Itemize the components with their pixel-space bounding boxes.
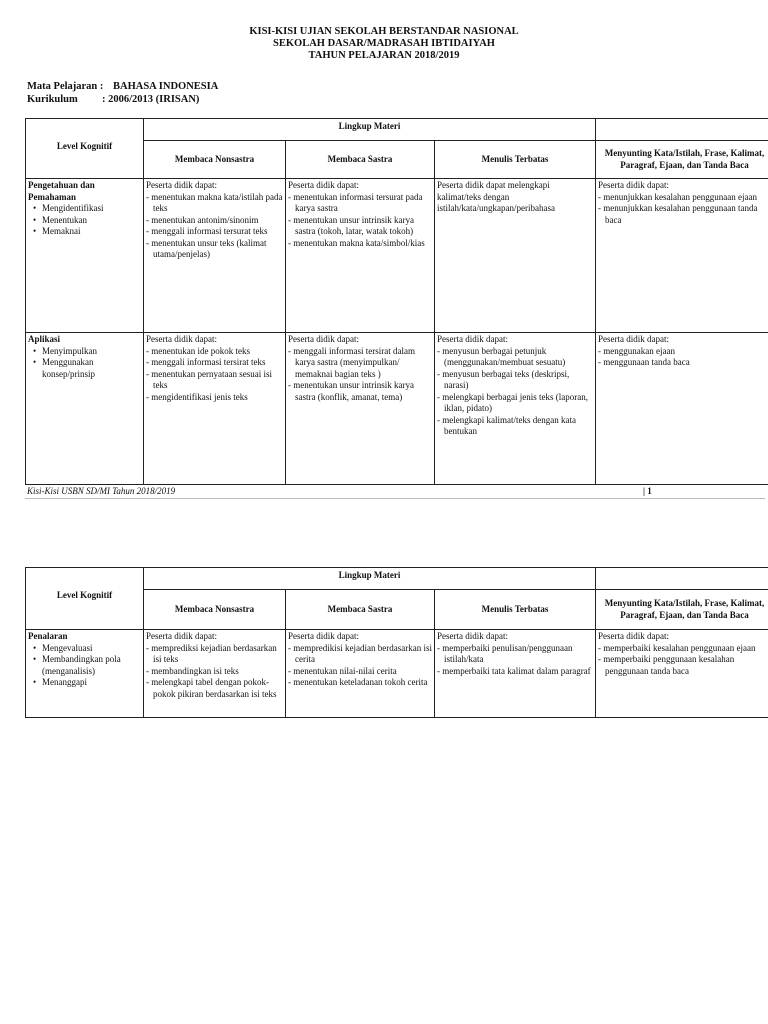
list-item: - memperbaiki penulisan/penggunaan istilah/kata — [437, 642, 573, 664]
cell-intro: Peserta didik dapat: — [288, 180, 359, 190]
bullet-item: • Memaknai — [42, 226, 141, 238]
bullet-item: • Menggunakan konsep/prinsip — [42, 357, 141, 380]
header-level-kognitif: Level Kognitif — [26, 568, 144, 630]
level-bullets — [28, 643, 141, 689]
cell-menyunting — [596, 630, 768, 718]
list-item: - menentukan unsur teks (kalimat utama/penjelas) — [146, 237, 267, 259]
kisi-table-2 — [25, 567, 768, 718]
header-membaca-sastra: Membaca Sastra — [286, 590, 435, 630]
list-item: - melengkapi kalimat/teks dengan kata bentukan — [437, 414, 576, 436]
header-membaca-sastra: Membaca Sastra — [286, 141, 435, 179]
cell-menulis — [435, 333, 596, 485]
bullet-item: • Mengidentifikasi — [42, 203, 141, 215]
mapel-value: BAHASA INDONESIA — [113, 81, 219, 92]
header-line-2: SEKOLAH DASAR/MADRASAH IBTIDAIYAH — [273, 38, 495, 49]
header-menyunting: Menyunting Kata/Istilah, Frase, Kalimat, Paragraf, Ejaan, dan Tanda Baca — [596, 141, 768, 179]
footer-page-number: | 1 — [643, 486, 652, 496]
cell-nonsastra — [144, 333, 286, 485]
level-bullets — [28, 203, 141, 238]
cell-intro: Peserta didik dapat: — [146, 180, 217, 190]
list-item: - menggunaan tanda baca — [598, 357, 690, 367]
cell-menyunting — [596, 179, 768, 333]
cell-menulis — [435, 630, 596, 718]
list-item: - memperbaiki penggunaan kesalahan penggunaan tanda baca — [598, 654, 735, 676]
header-menyunting: Menyunting Kata/Istilah, Frase, Kalimat, Paragraf, Ejaan, dan Tanda Baca — [596, 590, 768, 630]
cell-intro: Peserta didik dapat melengkapi kalimat/teks dengan istilah/kata/ungkapan/peribahasa — [437, 180, 555, 213]
level-cell — [26, 179, 144, 333]
page-divider — [25, 498, 765, 499]
list-item: - memperbaiki tata kalimat dalam paragraf — [437, 665, 591, 676]
level-title: Penalaran — [28, 631, 68, 641]
header-level-kognitif: Level Kognitif — [26, 119, 144, 179]
list-item: - menentukan informasi tersurat pada karya sastra — [288, 191, 423, 213]
level-cell — [26, 333, 144, 485]
list-item: - menentukan unsur intrinsik karya sastra (tokoh, latar, watak tokoh) — [288, 214, 414, 236]
list-item: - menentukan keteladanan tokoh cerita — [288, 677, 428, 687]
list-item: - menentukan pernyataan sesuai isi teks — [146, 368, 272, 390]
cell-nonsastra — [144, 630, 286, 718]
table-row-penalaran — [26, 630, 768, 718]
cell-intro: Peserta didik dapat: — [598, 180, 669, 190]
cell-intro: Peserta didik dapat: — [598, 334, 669, 344]
list-item: - mengidentifikasi jenis teks — [146, 391, 248, 402]
bullet-item: • Mengevaluasi — [42, 643, 141, 655]
cell-sastra — [286, 333, 435, 485]
list-item: - menentukan makna kata/istilah pada teks — [146, 191, 283, 213]
cell-nonsastra — [144, 179, 286, 333]
kisi-table-1 — [25, 118, 768, 485]
list-item: - menentukan antonim/sinonim — [146, 214, 259, 225]
list-item: - menyusun berbagai petunjuk (menggunakan/membuat sesuatu) — [437, 345, 566, 367]
cell-intro: Peserta didik dapat: — [437, 631, 508, 641]
document-header — [0, 26, 768, 62]
list-item: - menggali informasi tersirat teks — [146, 357, 266, 367]
cell-intro: Peserta didik dapat: — [288, 631, 359, 641]
header-membaca-nonsastra: Membaca Nonsastra — [144, 141, 286, 179]
header-lingkup-materi: Lingkup Materi — [144, 568, 596, 590]
header-blank — [596, 119, 768, 141]
level-title: Aplikasi — [28, 334, 61, 344]
cell-intro: Peserta didik dapat: — [288, 334, 359, 344]
kurikulum-value: : 2006/2013 (IRISAN) — [102, 94, 200, 105]
list-item: - menyusun berbagai teks (deskripsi, narasi) — [437, 368, 570, 390]
list-item: - menunjukkan kesalahan penggunaan ejaan — [598, 191, 757, 202]
header-line-1: KISI-KISI UJIAN SEKOLAH BERSTANDAR NASIONAL — [249, 26, 519, 37]
level-title: Pengetahuan dan Pemahaman — [28, 180, 95, 202]
list-item: - memprediksi kejadian berdasarkan isi teks — [146, 642, 277, 664]
level-bullets — [28, 346, 141, 381]
cell-intro: Peserta didik dapat: — [437, 334, 508, 344]
list-item: - melengkapi tabel dengan pokok-pokok pikiran berdasarkan isi teks — [146, 677, 277, 699]
footer-text: Kisi-Kisi USBN SD/MI Tahun 2018/2019 — [27, 486, 176, 496]
cell-menyunting — [596, 333, 768, 485]
kurikulum-label: Kurikulum — [27, 94, 78, 105]
header-lingkup-materi: Lingkup Materi — [144, 119, 596, 141]
list-item: - menentukan ide pokok teks — [146, 345, 250, 356]
cell-intro: Peserta didik dapat: — [146, 631, 217, 641]
list-item: - menunjukkan kesalahan penggunaan tanda baca — [598, 203, 758, 225]
bullet-item: • Membandingkan pola (menganalisis) — [42, 654, 141, 677]
cell-intro: Peserta didik dapat: — [146, 334, 217, 344]
cell-sastra — [286, 630, 435, 718]
cell-intro: Peserta didik dapat: — [598, 631, 669, 641]
list-item: - memperbaiki kesalahan penggunaan ejaan — [598, 642, 756, 653]
list-item: - menentukan unsur intrinsik karya sastra (konflik, amanat, tema) — [288, 380, 414, 402]
header-menulis-terbatas: Menulis Terbatas — [435, 141, 596, 179]
cell-sastra — [286, 179, 435, 333]
list-item: - membandingkan isi teks — [146, 665, 239, 676]
list-item: - melengkapi berbagai jenis teks (laporan, iklan, pidato) — [437, 391, 588, 413]
mapel-label: Mata Pelajaran : — [27, 81, 104, 92]
bullet-item: • Menanggapi — [42, 677, 141, 689]
meta-kurikulum — [27, 94, 200, 105]
cell-menulis — [435, 179, 596, 333]
meta-mapel — [27, 81, 219, 92]
table-row-aplikasi — [26, 333, 768, 485]
list-item: - menggali informasi tersirat dalam karya sastra (menyimpulkan/ memaknai bagian teks ) — [288, 345, 415, 379]
bullet-item: • Menentukan — [42, 215, 141, 227]
list-item: - menentukan nilai-nilai cerita — [288, 665, 397, 676]
bullet-item: • Menyimpulkan — [42, 346, 141, 358]
header-membaca-nonsastra: Membaca Nonsastra — [144, 590, 286, 630]
list-item: - mempredikisi kejadian berdasarkan isi cerita — [288, 642, 432, 664]
header-menulis-terbatas: Menulis Terbatas — [435, 590, 596, 630]
table-row-pengetahuan — [26, 179, 768, 333]
header-blank — [596, 568, 768, 590]
list-item: - menentukan makna kata/simbol/kias — [288, 237, 425, 248]
level-cell — [26, 630, 144, 718]
list-item: - menggali informasi tersurat teks — [146, 226, 268, 236]
list-item: - menggunakan ejaan — [598, 345, 675, 356]
header-line-3: TAHUN PELAJARAN 2018/2019 — [308, 50, 460, 61]
